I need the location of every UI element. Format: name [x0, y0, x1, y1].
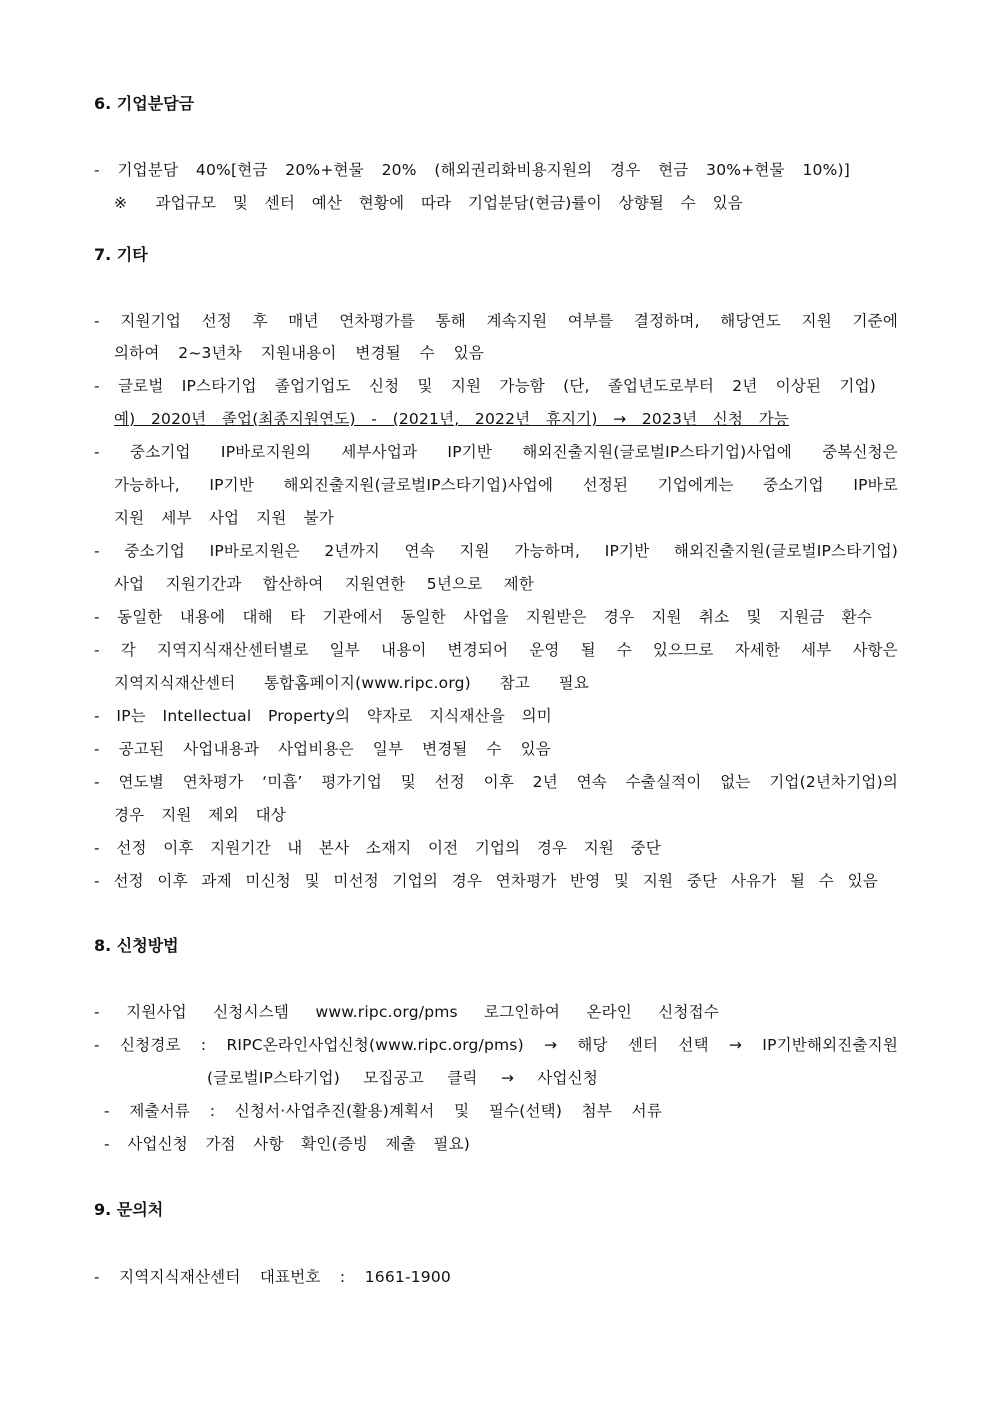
section-7-line-17: - 선정 이후 지원기간 내 본사 소재지 이전 기업의 경우 지원 중단 [94, 839, 661, 857]
section-7-line-16: 경우 지원 제외 대상 [114, 806, 286, 824]
section-8-line-2: - 신청경로 : RIPC온라인사업신청(www.ripc.org/pms) → 해당 센터 선택 → IP기반해외진출지원 [94, 1036, 898, 1054]
section-7-line-11: - 각 지역지식재산센터별로 일부 내용이 변경되어 운영 될 수 있으므로 자세한 세부 사항은 [94, 641, 898, 659]
section-7-line-2: 의하여 2~3년차 지원내용이 변경될 수 있음 [114, 344, 484, 362]
section-7-line-12: 지역지식재산센터 통합홈페이지(www.ripc.org) 참고 필요 [114, 674, 589, 692]
section-7-line-15: - 연도별 연차평가 ‘미흡’ 평가기업 및 선정 이후 2년 연속 수출실적이 없는 기업(2년차기업)의 [94, 773, 898, 791]
section-8-line-5: - 사업신청 가점 사항 확인(증빙 제출 필요) [104, 1135, 470, 1153]
section-7-line-8: - 중소기업 IP바로지원은 2년까지 연속 지원 가능하며, IP기반 해외진출지원(글로벌IP스타기업) [94, 542, 898, 560]
section-7-line-9: 사업 지원기간과 합산하여 지원연한 5년으로 제한 [114, 575, 534, 593]
section-8-line-4: - 제출서류 : 신청서·사업추진(활용)계획서 및 필수(선택) 첨부 서류 [104, 1102, 662, 1120]
section-7-line-7: 지원 세부 사업 지원 불가 [114, 509, 334, 527]
section-7-line-18: - 선정 이후 과제 미신청 및 미선정 기업의 경우 연차평가 반영 및 지원 중단 사유가 될 수 있음 [94, 872, 878, 890]
section-9-heading: 9. 문의처 [94, 1200, 164, 1219]
section-7-heading: 7. 기타 [94, 245, 148, 264]
section-6-heading: 6. 기업분담금 [94, 94, 195, 113]
section-6-line-2: ※ 과업규모 및 센터 예산 현황에 따라 기업분담(현금)률이 상향될 수 있음 [114, 194, 743, 212]
section-7-line-4: 예) 2020년 졸업(최종지원연도) - (2021년, 2022년 휴지기) → 2023년 신청 가능 [114, 410, 789, 428]
section-8-heading: 8. 신청방법 [94, 936, 179, 955]
section-7-line-10: - 동일한 내용에 대해 타 기관에서 동일한 사업을 지원받은 경우 지원 취소 및 지원금 환수 [94, 608, 872, 626]
section-8-line-3: (글로벌IP스타기업) 모집공고 클릭 → 사업신청 [207, 1069, 598, 1087]
section-7-line-5: - 중소기업 IP바로지원의 세부사업과 IP기반 해외진출지원(글로벌IP스타기업)사업에 중복신청은 [94, 443, 898, 461]
section-7-line-14: - 공고된 사업내용과 사업비용은 일부 변경될 수 있음 [94, 740, 551, 758]
section-7-line-6: 가능하나, IP기반 해외진출지원(글로벌IP스타기업)사업에 선정된 기업에게는 중소기업 IP바로 [114, 476, 898, 494]
section-8-line-1: - 지원사업 신청시스템 www.ripc.org/pms 로그인하여 온라인 신청접수 [94, 1003, 719, 1021]
section-7-line-13: - IP는 Intellectual Property의 약자로 지식재산을 의미 [94, 707, 552, 725]
section-6-line-1: - 기업분담 40%[현금 20%+현물 20% (해외권리화비용지원의 경우 현금 30%+현물 10%)] [94, 161, 850, 179]
section-9-line-1: - 지역지식재산센터 대표번호 : 1661-1900 [94, 1268, 451, 1286]
section-7-line-1: - 지원기업 선정 후 매년 연차평가를 통해 계속지원 여부를 결정하며, 해당연도 지원 기준에 [94, 312, 898, 330]
section-7-line-3: - 글로벌 IP스타기업 졸업기업도 신청 및 지원 가능함 (단, 졸업년도로부터 2년 이상된 기업) [94, 377, 876, 395]
